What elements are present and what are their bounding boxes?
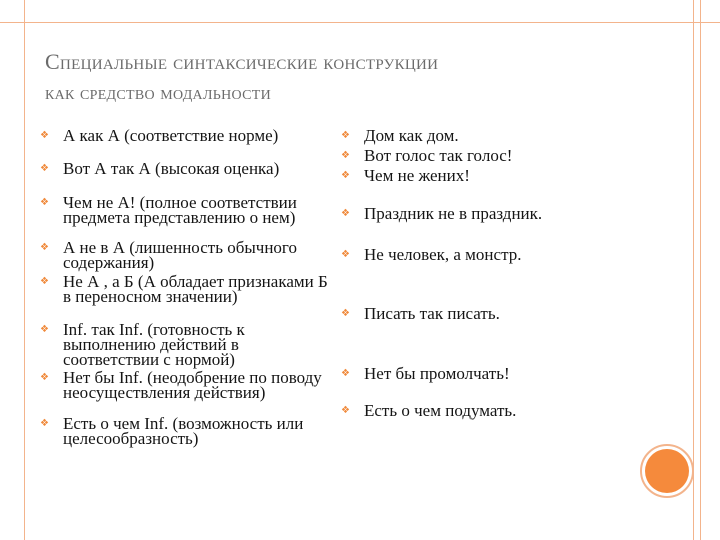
- right-list-item: Писать так писать.: [364, 304, 500, 323]
- slide-title: [45, 48, 665, 106]
- bullet-icon: ❖: [40, 242, 49, 253]
- bullet-icon: ❖: [40, 324, 49, 335]
- frame-line-right: [693, 0, 694, 540]
- left-list-item: А как А (соответствие норме): [63, 126, 279, 145]
- bullet-icon: ❖: [40, 163, 49, 174]
- bullet-icon: ❖: [341, 405, 350, 416]
- right-list-item: Чем не жених!: [364, 166, 470, 185]
- bullet-icon: ❖: [40, 130, 49, 141]
- left-list-item: Нет бы Inf. (неодобрение по поводу неосуществления действия): [63, 368, 322, 402]
- bullet-icon: ❖: [40, 372, 49, 383]
- left-list-item: А не в А (лишенность обычного содержания): [63, 238, 297, 272]
- bullet-icon: ❖: [341, 308, 350, 319]
- bullet-icon: ❖: [341, 249, 350, 260]
- bullet-icon: ❖: [40, 276, 49, 287]
- bullet-icon: ❖: [341, 150, 350, 161]
- right-list-item: Есть о чем подумать.: [364, 401, 517, 420]
- frame-line-right-outer: [700, 0, 701, 540]
- bullet-icon: ❖: [40, 418, 49, 429]
- right-list-item: Праздник не в праздник.: [364, 204, 543, 223]
- bullet-icon: ❖: [341, 208, 350, 219]
- left-list-item: Вот А так А (высокая оценка): [63, 159, 280, 178]
- left-list-item: Не А , а Б (А обладает признаками Б в переносном значении): [63, 272, 328, 306]
- left-list-item: Есть о чем Inf. (возможность или целесообразность): [63, 414, 304, 448]
- right-list-item: Дом как дом.: [364, 126, 459, 145]
- frame-line-left: [24, 0, 25, 540]
- bullet-icon: ❖: [40, 197, 49, 208]
- title-line-1: Специальные синтаксические конструкции: [45, 49, 439, 74]
- bullet-icon: ❖: [341, 368, 350, 379]
- bullet-icon: ❖: [341, 170, 350, 181]
- right-list-item: Не человек, а монстр.: [364, 245, 522, 264]
- title-line-2: как средство модальности: [45, 82, 271, 104]
- left-list-item: Чем не А! (полное соответствии предмета представлению о нем): [63, 193, 297, 227]
- frame-line-top: [0, 22, 720, 23]
- bullet-icon: ❖: [341, 130, 350, 141]
- right-list-item: Вот голос так голос!: [364, 146, 513, 165]
- left-list-item: Inf. так Inf. (готовность к выполнению действий в соответствии с нормой): [63, 320, 245, 369]
- decor-circle-orange: [645, 449, 689, 493]
- right-list-item: Нет бы промолчать!: [364, 364, 510, 383]
